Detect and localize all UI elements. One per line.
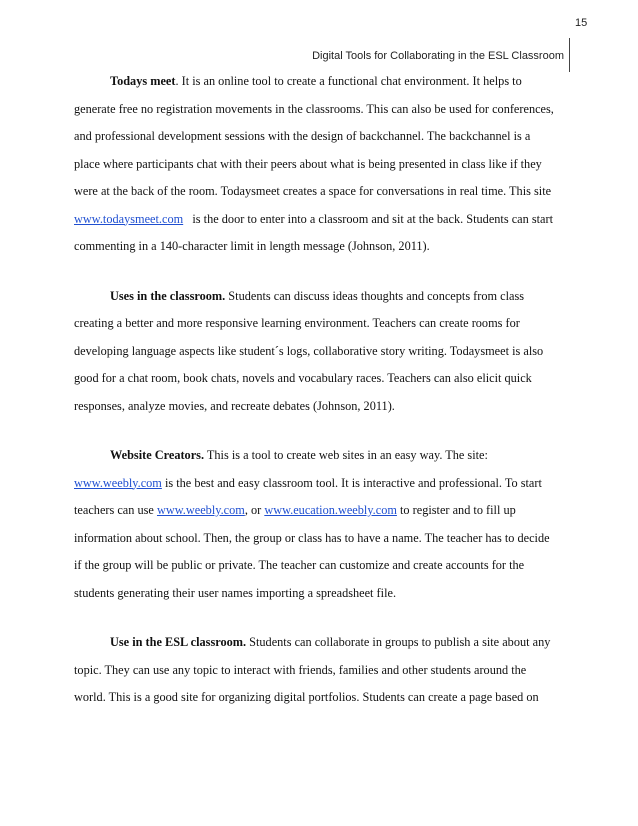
paragraph-uses-in-classroom [74,283,574,421]
link-eucation-weebly[interactable]: www.eucation.weebly.com [264,503,397,517]
line-text: Students can collaborate in groups to publish a site about any [246,635,551,649]
paragraph-line: creating a better and more responsive learning environment. Teachers can create rooms for [74,316,520,330]
section-heading-website-creators: Website Creators. [110,448,205,462]
paragraph-line [74,442,574,470]
line-text: . It is an online tool to create a functional chat environment. It helps to [175,74,522,88]
line-text: This is a tool to create web sites in an easy way. The site: [204,448,488,462]
paragraph-line: were at the back of the room. Todaysmeet creates a space for conversations in real time. This site [74,184,552,198]
paragraph-line [74,470,574,498]
paragraph-line: and professional development sessions with the design of backchannel. The backchannel is a [74,129,531,143]
paragraph-line [74,497,574,525]
paragraph-todays-meet [74,68,574,261]
line-text: teachers can use [74,503,157,517]
paragraph-website-creators [74,442,574,607]
paragraph-use-in-esl-classroom [74,629,574,712]
page-number: 15 [575,17,588,29]
paragraph-line [74,283,574,311]
paragraph-line: place where participants chat with their peers about what is being presented in class like if they [74,156,542,171]
body-text [74,68,574,734]
paragraph-line: commenting in a 140-character limit in length message (Johnson, 2011). [74,239,430,253]
line-text: Students can discuss ideas thoughts and concepts from class [225,288,525,303]
link-weebly[interactable]: www.weebly.com [74,475,162,490]
paragraph-line: if the group will be public or private. The teacher can customize and create accounts for the [74,558,525,572]
link-todaysmeet[interactable]: www.todaysmeet.com [74,211,184,226]
paragraph-line [74,629,574,657]
paragraph-line: topic. They can use any topic to interact with friends, families and other students around the [74,662,527,677]
line-text: is the door to enter into a classroom and sit at the back. Students can start [183,211,554,226]
paragraph-line: generate free no registration movements in the classrooms. This can also be used for conferences, [74,101,554,116]
line-text: , or [244,503,265,517]
link-weebly-2[interactable]: www.weebly.com [156,503,245,517]
paragraph-line: information about school. Then, the group or class has to have a name. The teacher has to decide [74,530,550,545]
paragraph-line: developing language aspects like student´s logs, collaborative story writing. Todaysmeet is also [74,343,544,358]
paragraph-line: good for a chat room, book chats, novels and vocabulary races. Teachers can also elicit quick [74,371,532,385]
paragraph-line: world. This is a good site for organizing digital portfolios. Students can create a page based on [74,690,539,704]
section-heading-use-in-esl-classroom: Use in the ESL classroom. [110,635,247,649]
running-head: Digital Tools for Collaborating in the ESL Classroom [312,50,564,62]
paragraph-line: students generating their user names importing a spreadsheet file. [74,585,397,600]
section-heading-todays-meet: Todays meet [110,74,176,88]
line-text: is the best and easy classroom tool. It is interactive and professional. To start [161,475,542,490]
section-heading-uses-in-classroom: Uses in the classroom. [110,288,226,303]
paragraph-line [74,206,574,234]
paragraph-line: responses, analyze movies, and recreate debates (Johnson, 2011). [74,398,395,413]
line-text: to register and to fill up [396,503,516,517]
paragraph-line [74,68,574,96]
header-rule [569,38,570,72]
